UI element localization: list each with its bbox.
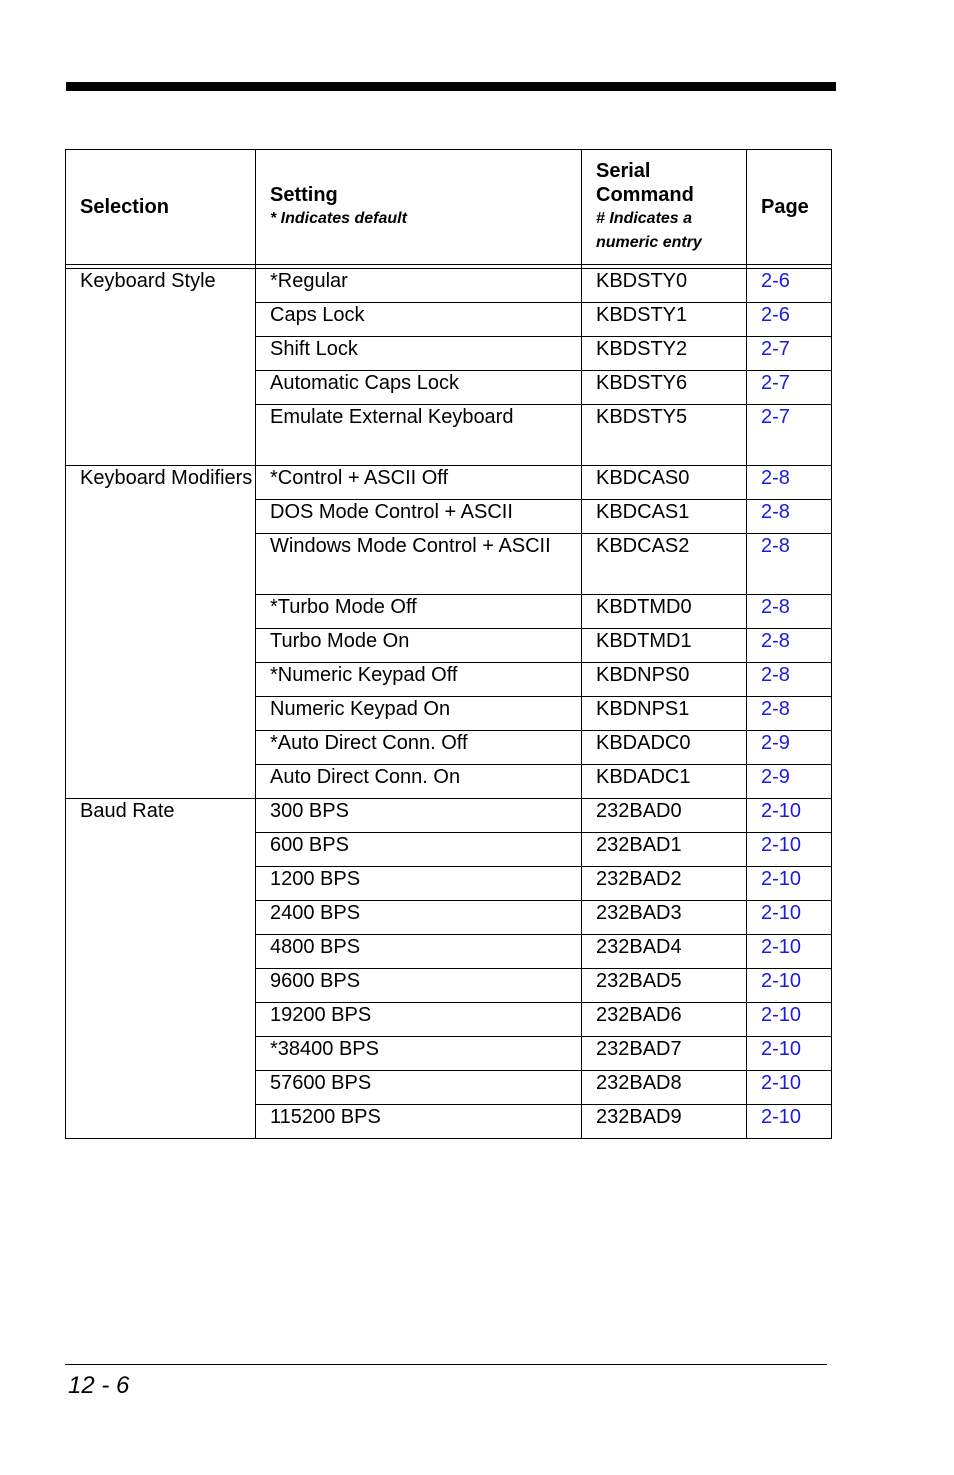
setting-cell: 2400 BPS [256, 901, 582, 935]
setting-cell: DOS Mode Control + ASCII [256, 500, 582, 534]
serial-command-cell: KBDSTY5 [582, 405, 747, 466]
selection-cell: Keyboard Modifiers [66, 466, 256, 799]
setting-cell: *38400 BPS [256, 1037, 582, 1071]
serial-command-cell: 232BAD4 [582, 935, 747, 969]
setting-cell: Auto Direct Conn. On [256, 765, 582, 799]
page-link[interactable]: 2-10 [747, 969, 832, 1003]
serial-command-cell: 232BAD9 [582, 1105, 747, 1139]
setting-cell: 4800 BPS [256, 935, 582, 969]
setting-cell: Automatic Caps Lock [256, 371, 582, 405]
serial-command-table [65, 149, 832, 1139]
serial-command-cell: 232BAD3 [582, 901, 747, 935]
setting-cell: 19200 BPS [256, 1003, 582, 1037]
page-link[interactable]: 2-10 [747, 833, 832, 867]
header-serial-note: # Indicates a numeric entry [596, 210, 702, 251]
table-row [66, 269, 832, 303]
serial-command-cell: 232BAD7 [582, 1037, 747, 1071]
header-serial-command: Serial Command # Indicates a numeric entry [582, 150, 747, 265]
serial-command-cell: KBDTMD0 [582, 595, 747, 629]
page-link[interactable]: 2-8 [747, 629, 832, 663]
setting-cell: Caps Lock [256, 303, 582, 337]
page-link[interactable]: 2-8 [747, 500, 832, 534]
page-link[interactable]: 2-10 [747, 901, 832, 935]
table-body [66, 269, 832, 1139]
header-setting-note: * Indicates default [270, 210, 407, 227]
page-link[interactable]: 2-10 [747, 1003, 832, 1037]
page-link[interactable]: 2-6 [747, 269, 832, 303]
setting-cell: 115200 BPS [256, 1105, 582, 1139]
setting-cell: *Turbo Mode Off [256, 595, 582, 629]
page-link[interactable]: 2-8 [747, 466, 832, 500]
page-link[interactable]: 2-10 [747, 799, 832, 833]
serial-command-cell: KBDSTY6 [582, 371, 747, 405]
setting-cell: 300 BPS [256, 799, 582, 833]
setting-cell: 9600 BPS [256, 969, 582, 1003]
serial-command-cell: KBDNPS0 [582, 663, 747, 697]
table-row [66, 799, 832, 833]
setting-cell: Emulate External Keyboard [256, 405, 582, 466]
setting-cell: *Numeric Keypad Off [256, 663, 582, 697]
setting-cell: *Auto Direct Conn. Off [256, 731, 582, 765]
serial-command-cell: KBDCAS1 [582, 500, 747, 534]
header-page: Page [747, 150, 832, 265]
serial-command-cell: KBDCAS0 [582, 466, 747, 500]
selection-cell: Baud Rate [66, 799, 256, 1139]
serial-command-cell: KBDSTY2 [582, 337, 747, 371]
serial-command-cell: KBDSTY0 [582, 269, 747, 303]
page-number: 12 - 6 [68, 1372, 130, 1399]
page-link[interactable]: 2-10 [747, 1037, 832, 1071]
serial-command-cell: 232BAD1 [582, 833, 747, 867]
serial-command-cell: 232BAD8 [582, 1071, 747, 1105]
page-link[interactable]: 2-9 [747, 731, 832, 765]
setting-cell: 600 BPS [256, 833, 582, 867]
page-link[interactable]: 2-10 [747, 1071, 832, 1105]
page-link[interactable]: 2-10 [747, 935, 832, 969]
page-link[interactable]: 2-6 [747, 303, 832, 337]
page-link[interactable]: 2-8 [747, 595, 832, 629]
header-setting: Setting * Indicates default [256, 150, 582, 265]
setting-cell: 1200 BPS [256, 867, 582, 901]
serial-command-cell: 232BAD5 [582, 969, 747, 1003]
table-header-row [66, 150, 832, 265]
serial-command-cell: KBDCAS2 [582, 534, 747, 595]
page-link[interactable]: 2-9 [747, 765, 832, 799]
serial-command-cell: 232BAD0 [582, 799, 747, 833]
page-link[interactable]: 2-10 [747, 867, 832, 901]
page-link[interactable]: 2-7 [747, 371, 832, 405]
serial-command-cell: 232BAD2 [582, 867, 747, 901]
top-rule [66, 82, 836, 91]
setting-cell: Shift Lock [256, 337, 582, 371]
setting-cell: 57600 BPS [256, 1071, 582, 1105]
footer-rule [65, 1364, 827, 1365]
serial-command-cell: KBDADC0 [582, 731, 747, 765]
table-row [66, 466, 832, 500]
serial-command-cell: KBDADC1 [582, 765, 747, 799]
page-link[interactable]: 2-10 [747, 1105, 832, 1139]
setting-cell: Turbo Mode On [256, 629, 582, 663]
setting-cell: Windows Mode Control + ASCII [256, 534, 582, 595]
setting-cell: *Control + ASCII Off [256, 466, 582, 500]
page-link[interactable]: 2-8 [747, 697, 832, 731]
setting-cell: *Regular [256, 269, 582, 303]
serial-command-cell: 232BAD6 [582, 1003, 747, 1037]
serial-command-cell: KBDNPS1 [582, 697, 747, 731]
page-link[interactable]: 2-8 [747, 663, 832, 697]
page-link[interactable]: 2-8 [747, 534, 832, 595]
header-selection: Selection [66, 150, 256, 265]
setting-cell: Numeric Keypad On [256, 697, 582, 731]
page-link[interactable]: 2-7 [747, 337, 832, 371]
selection-cell: Keyboard Style [66, 269, 256, 466]
serial-command-cell: KBDTMD1 [582, 629, 747, 663]
serial-command-cell: KBDSTY1 [582, 303, 747, 337]
page-link[interactable]: 2-7 [747, 405, 832, 466]
